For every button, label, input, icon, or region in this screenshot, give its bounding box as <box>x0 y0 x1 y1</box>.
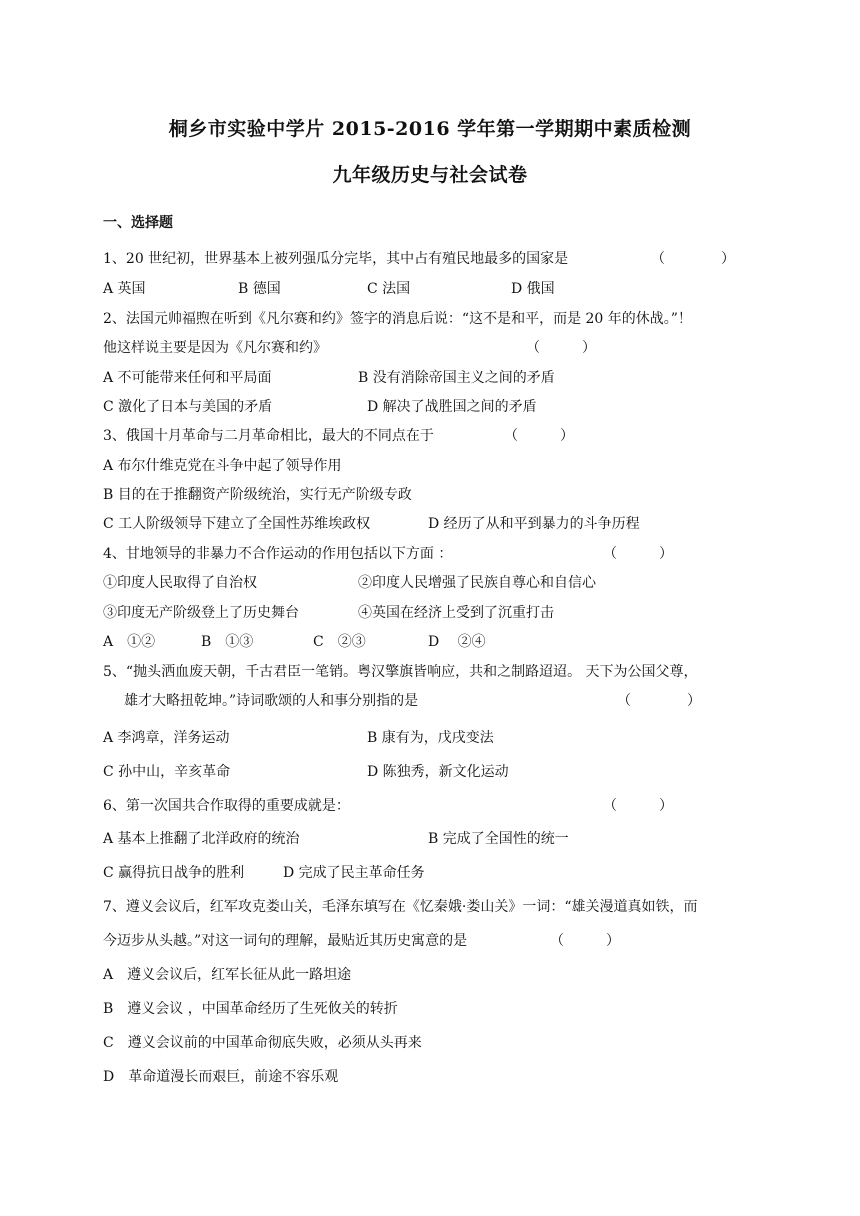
section-heading: 一、选择题 <box>103 215 173 231</box>
question-3-option-b: B 目的在于推翻资产阶级统治，实行无产阶级专政 <box>103 487 412 503</box>
question-6-answer-blank: （ ） <box>603 798 673 814</box>
question-2-option-a: A 不可能带来任何和平局面 <box>103 370 272 386</box>
question-5-answer-blank: （ ） <box>617 693 701 709</box>
question-4-option-a: A ①② <box>103 634 156 650</box>
question-4-item-2: ②印度人民增强了民族自尊心和自信心 <box>358 575 596 591</box>
question-7-option-c: C 遵义会议前的中国革命彻底失败，必须从头再来 <box>103 1035 422 1051</box>
question-7-option-a: A 遵义会议后，红军长征从此一路坦途 <box>103 967 352 983</box>
question-6-option-a: A 基本上推翻了北洋政府的统治 <box>103 831 300 847</box>
question-1-option-c: C 法国 <box>367 281 411 297</box>
question-4-item-3: ③印度无产阶级登上了历史舞台 <box>103 605 299 621</box>
question-2-answer-blank: （ ） <box>526 340 596 356</box>
question-4-option-b: B ①③ <box>201 634 254 650</box>
question-4-stem: 4、甘地领导的非暴力不合作运动的作用包括以下方面 ： <box>103 546 453 562</box>
question-5-option-a: A 李鸿章，洋务运动 <box>103 730 230 746</box>
question-6-option-d: D 完成了民主革命任务 <box>283 865 425 881</box>
question-7-stem-line2: 今迈步从头越。”对这一词句的理解，最贴近其历史寓意的是 <box>103 933 468 949</box>
question-5-stem-line1: 5、“抛头洒血废天朝，千古君臣一笔销。粤汉擎旗皆响应，共和之制路迢迢。 天下为公国父尊， <box>103 664 698 680</box>
question-3-option-a: A 布尔什维克党在斗争中起了领导作用 <box>103 458 342 474</box>
question-2-stem-line1: 2、法国元帅福煦在听到《凡尔赛和约》签字的消息后说：“这不是和平，而是 20 年的休战。”！ <box>103 311 692 327</box>
question-5-option-d: D 陈独秀，新文化运动 <box>367 764 509 780</box>
exam-subtitle: 九年级历史与社会试卷 <box>332 164 528 186</box>
question-4-answer-blank: （ ） <box>603 546 673 562</box>
question-6-stem: 6、第一次国共合作取得的重要成就是： <box>103 798 350 814</box>
question-7-option-b: B 遵义会议 ，中国革命经历了生死攸关的转折 <box>103 1001 398 1017</box>
question-4-item-1: ①印度人民取得了自治权 <box>103 575 257 591</box>
question-4-option-c: C ②③ <box>313 634 366 650</box>
question-2-option-d: D 解决了战胜国之间的矛盾 <box>367 399 537 415</box>
question-1-answer-blank: （ ） <box>651 251 735 267</box>
question-5-stem-line2: 雄才大略扭乾坤。”诗词歌颂的人和事分别指的是 <box>124 693 419 709</box>
question-4-item-4: ④英国在经济上受到了沉重打击 <box>358 605 554 621</box>
exam-title: 桐乡市实验中学片 2015-2016 学年第一学期期中素质检测 <box>168 118 692 140</box>
question-2-stem-line2: 他这样说主要是因为《凡尔赛和约》 <box>103 340 327 356</box>
question-7-stem-line1: 7、遵义会议后，红军攻克娄山关，毛泽东填写在《忆秦娥·娄山关》一词：“雄关漫道真如铁，而 <box>103 899 698 915</box>
question-1-option-d: D 俄国 <box>511 281 555 297</box>
question-7-answer-blank: （ ） <box>550 933 620 949</box>
question-7-option-d: D 革命道漫长而艰巨，前途不容乐观 <box>103 1069 339 1085</box>
question-3-answer-blank: （ ） <box>504 428 574 444</box>
question-2-option-b: B 没有消除帝国主义之间的矛盾 <box>358 370 555 386</box>
question-5-option-b: B 康有为，戊戌变法 <box>367 730 494 746</box>
question-4-option-d: D ②④ <box>428 634 486 650</box>
question-1-option-a: A 英国 <box>103 281 146 297</box>
question-1-stem: 1、20 世纪初，世界基本上被列强瓜分完毕，其中占有殖民地最多的国家是 <box>103 251 569 267</box>
question-6-option-b: B 完成了全国性的统一 <box>428 831 569 847</box>
question-1-option-b: B 德国 <box>238 281 281 297</box>
question-2-option-c: C 激化了日本与美国的矛盾 <box>103 399 273 415</box>
question-3-option-d: D 经历了从和平到暴力的斗争历程 <box>428 516 640 532</box>
question-3-option-c: C 工人阶级领导下建立了全国性苏维埃政权 <box>103 516 371 532</box>
question-3-stem: 3、俄国十月革命与二月革命相比，最大的不同点在于 <box>103 428 434 444</box>
question-6-option-c: C 赢得抗日战争的胜利 <box>103 865 245 881</box>
question-5-option-c: C 孙中山，辛亥革命 <box>103 764 231 780</box>
